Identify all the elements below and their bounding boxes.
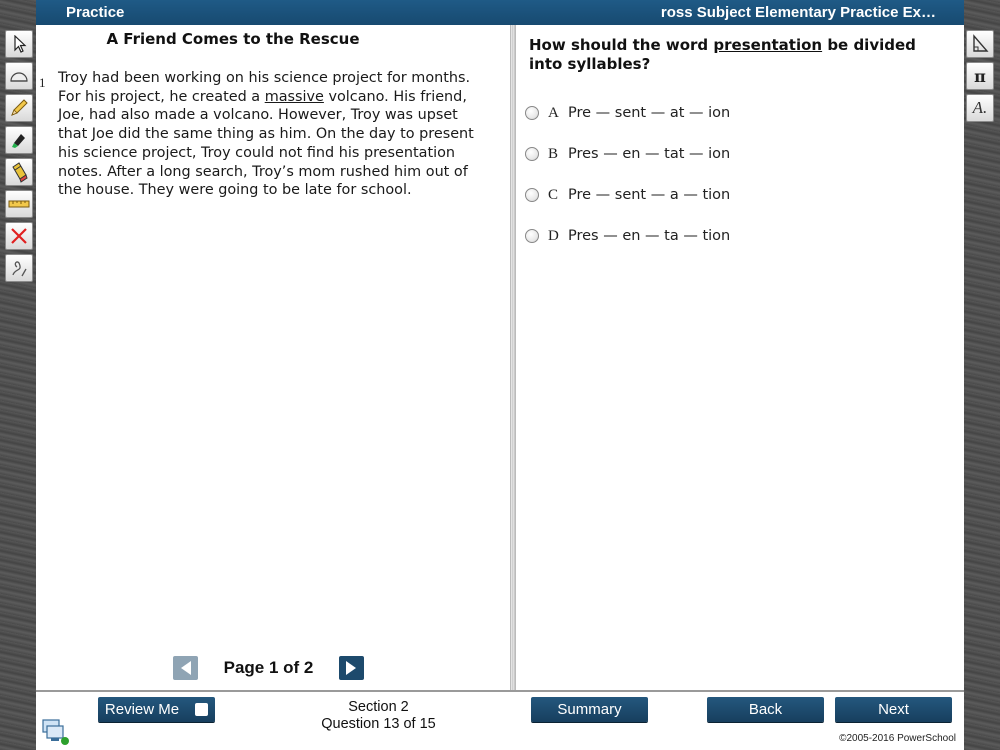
pencil-tool[interactable] (5, 94, 33, 122)
ruler-tool[interactable] (5, 190, 33, 218)
choice-d-text: Pres — en — ta — tion (568, 228, 731, 244)
back-label: Back (748, 701, 783, 718)
line-drawer-icon (9, 258, 29, 278)
question-prefix: How should the word (529, 36, 714, 54)
previous-page-button[interactable] (173, 656, 198, 680)
choice-a[interactable] (525, 102, 730, 124)
eraser-tool[interactable] (5, 158, 33, 186)
choice-d-radio[interactable] (525, 229, 539, 243)
passage-text-start: Troy had been working on his science project for months. For his project, he created a (58, 70, 471, 105)
choice-b-letter: B (548, 145, 559, 162)
back-button[interactable] (707, 697, 824, 722)
choice-c[interactable] (525, 184, 730, 206)
network-status-icon (40, 716, 70, 746)
passage-paragraph (58, 69, 488, 200)
choice-c-radio[interactable] (525, 188, 539, 202)
text-tool[interactable] (966, 94, 994, 122)
vocabulary-word: massive (264, 88, 324, 105)
next-label: Next (878, 701, 909, 718)
page-navigator (173, 656, 364, 680)
next-page-button[interactable] (339, 656, 364, 680)
choice-b-text: Pres — en — tat — ion (568, 146, 731, 162)
question-pane (516, 25, 964, 690)
protractor-icon (9, 69, 29, 83)
paragraph-number: 1 (39, 75, 46, 90)
question-keyword: presentation (713, 36, 823, 54)
right-toolbar (966, 30, 994, 126)
section-label: Section 2 (348, 699, 409, 715)
pi-tool[interactable] (966, 62, 994, 90)
highlighter-icon (9, 130, 29, 150)
question-stem (529, 36, 944, 74)
page-indicator: Page 1 of 2 (223, 658, 314, 677)
progress-status (306, 699, 451, 733)
choice-d[interactable] (525, 225, 730, 247)
text-icon: A. (972, 98, 988, 117)
ruler-icon (8, 199, 30, 209)
pointer-icon (11, 35, 27, 53)
choice-c-text: Pre — sent — a — tion (568, 187, 731, 203)
reference-sheet-icon (970, 34, 990, 54)
choice-a-text: Pre — sent — at — ion (568, 105, 731, 121)
choice-a-letter: A (548, 104, 559, 121)
pencil-icon (9, 98, 29, 118)
arrow-left-icon (181, 661, 191, 675)
passage-text-end: volcano. His friend, Joe, had also made a volcano. However, Troy was upset that Joe did the same thing as him. On the day to present his science project, Troy could not find his presentation notes. After a long search, Troy’s mom rushed him out of the house. They were going to be late for school. (58, 88, 474, 199)
passage-title: A Friend Comes to the Rescue (106, 30, 360, 48)
copyright: ©2005-2016 PowerSchool (839, 733, 956, 744)
eliminator-icon (9, 226, 29, 246)
passage-pane (36, 25, 510, 690)
highlighter-tool[interactable] (5, 126, 33, 154)
reference-sheet-tool[interactable] (966, 30, 994, 58)
choice-c-letter: C (548, 186, 559, 203)
pointer-tool[interactable] (5, 30, 33, 58)
review-checkbox[interactable] (195, 703, 208, 716)
content-area (36, 25, 964, 690)
choice-b-radio[interactable] (525, 147, 539, 161)
summary-button[interactable] (531, 697, 648, 722)
line-drawer-tool[interactable] (5, 254, 33, 282)
choice-d-letter: D (548, 227, 559, 244)
title-bar (36, 0, 964, 25)
choice-a-radio[interactable] (525, 106, 539, 120)
eraser-icon (9, 161, 29, 183)
question-progress: Question 13 of 15 (321, 716, 436, 732)
answer-eliminator-tool[interactable] (5, 222, 33, 250)
arrow-right-icon (346, 661, 356, 675)
next-button[interactable] (835, 697, 952, 722)
test-title: ross Subject Elementary Practice Ex… (660, 4, 936, 21)
left-toolbar (5, 30, 33, 286)
protractor-tool[interactable] (5, 62, 33, 90)
review-me-label: Review Me (104, 701, 180, 718)
summary-label: Summary (557, 701, 622, 718)
review-me-button[interactable] (98, 697, 215, 722)
pi-icon: π (974, 66, 986, 86)
choice-b[interactable] (525, 143, 730, 165)
mode-label: Practice (66, 4, 125, 21)
bottom-bar (36, 690, 964, 750)
question-suffix: be divided into syllables? (529, 36, 916, 73)
